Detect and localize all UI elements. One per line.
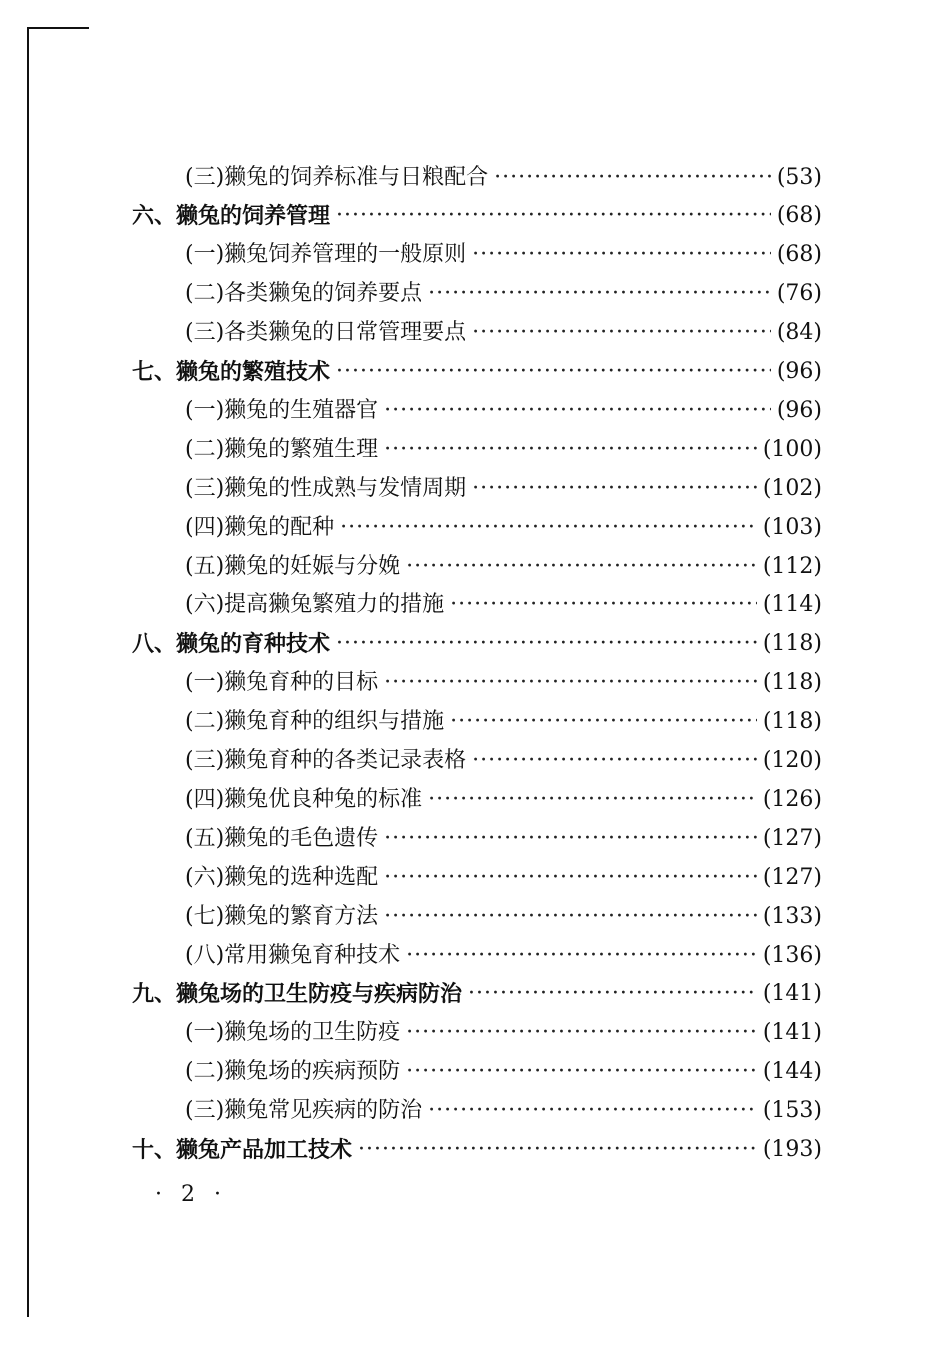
- toc-entry-page: (193): [762, 1137, 822, 1162]
- toc-section-entry: [185, 586, 822, 625]
- toc-entry-page: (126): [762, 786, 822, 812]
- toc-entry-title: (五)獭兔的毛色遗传: [185, 825, 379, 851]
- toc-leader-dots: [468, 983, 757, 1005]
- toc-entry-page: (118): [762, 709, 822, 735]
- toc-section-entry: [185, 703, 822, 742]
- toc-entry-page: (84): [776, 320, 822, 346]
- toc-entry-title: 六、獭兔的饲养管理: [132, 203, 331, 230]
- toc-leader-dots: [384, 906, 757, 928]
- toc-section-entry: [185, 1014, 822, 1053]
- toc-leader-dots: [450, 594, 757, 616]
- toc-section-entry: [185, 314, 822, 353]
- toc-entry-title: (五)獭兔的妊娠与分娩: [185, 553, 401, 579]
- toc-entry-page: (120): [762, 748, 822, 773]
- toc-entry-page: (100): [762, 436, 822, 462]
- toc-entry-title: 九、獭兔场的卫生防疫与疾病防治: [132, 981, 463, 1008]
- toc-entry-title: (三)各类獭兔的日常管理要点: [185, 320, 467, 346]
- toc-entry-page: (118): [762, 670, 822, 696]
- toc-entry-page: (127): [762, 825, 822, 851]
- toc-section-entry: [185, 780, 822, 819]
- toc-section-entry: [185, 1053, 822, 1092]
- toc-entry-title: (三)獭兔育种的各类记录表格: [185, 748, 467, 773]
- toc-leader-dots: [358, 1139, 757, 1161]
- toc-entry-page: (144): [762, 1059, 822, 1085]
- page-left-edge-rule: [27, 27, 29, 1317]
- toc-entry-title: (六)提高獭兔繁殖力的措施: [185, 592, 445, 618]
- toc-leader-dots: [472, 750, 757, 772]
- toc-entry-title: (二)獭兔育种的组织与措施: [185, 709, 445, 735]
- toc-chapter-entry: [132, 353, 822, 392]
- toc-leader-dots: [428, 789, 757, 811]
- toc-leader-dots: [406, 1061, 757, 1083]
- toc-entry-page: (103): [762, 514, 822, 540]
- toc-entry-page: (112): [762, 553, 822, 579]
- toc-section-entry: [185, 469, 822, 508]
- toc-entry-title: (二)各类獭兔的饲养要点: [185, 281, 423, 307]
- toc-leader-dots: [384, 439, 757, 461]
- toc-section-entry: [185, 819, 822, 858]
- toc-entry-title: (一)獭兔饲养管理的一般原则: [185, 242, 467, 268]
- toc-leader-dots: [494, 167, 771, 189]
- toc-entry-page: (114): [762, 592, 822, 618]
- toc-chapter-entry: [132, 197, 822, 236]
- toc-entry-page: (68): [776, 242, 822, 268]
- toc-section-entry: [185, 508, 822, 547]
- toc-entry-title: (三)獭兔的饲养标准与日粮配合: [185, 164, 489, 190]
- toc-entry-title: (一)獭兔场的卫生防疫: [185, 1020, 401, 1046]
- toc-entry-title: (二)獭兔的繁殖生理: [185, 436, 379, 462]
- toc-entry-page: (68): [776, 203, 822, 229]
- toc-entry-page: (133): [762, 903, 822, 929]
- toc-section-entry: [185, 1092, 822, 1131]
- toc-entry-title: (三)獭兔常见疾病的防治: [185, 1098, 423, 1124]
- toc-entry-page: (153): [762, 1098, 822, 1124]
- toc-entry-title: 七、獭兔的繁殖技术: [132, 359, 331, 385]
- toc-leader-dots: [384, 867, 757, 889]
- toc-leader-dots: [450, 711, 757, 733]
- toc-entry-title: (二)獭兔场的疾病预防: [185, 1059, 401, 1085]
- toc-leader-dots: [406, 556, 757, 578]
- toc-entry-page: (96): [776, 359, 822, 384]
- toc-leader-dots: [384, 400, 771, 422]
- toc-leader-dots: [428, 1100, 757, 1122]
- toc-entry-page: (53): [776, 164, 822, 190]
- toc-section-entry: [185, 858, 822, 897]
- toc-leader-dots: [336, 633, 757, 655]
- toc-leader-dots: [472, 478, 757, 500]
- toc-entry-title: (四)獭兔优良种兔的标准: [185, 786, 423, 812]
- toc-entry-page: (141): [762, 1020, 822, 1046]
- toc-entry-title: (一)獭兔的生殖器官: [185, 397, 379, 423]
- toc-leader-dots: [406, 1022, 757, 1044]
- toc-chapter-entry: [132, 1131, 822, 1170]
- toc-entry-title: (六)獭兔的选种选配: [185, 864, 379, 890]
- toc-entry-title: (八)常用獭兔育种技术: [185, 942, 401, 968]
- toc-entry-page: (96): [776, 397, 822, 423]
- toc-chapter-entry: [132, 975, 822, 1014]
- toc-entry-page: (76): [776, 281, 822, 307]
- toc-entry-page: (102): [762, 475, 822, 501]
- toc-entry-title: 十、獭兔产品加工技术: [132, 1137, 353, 1163]
- toc-entry-page: (141): [762, 981, 822, 1007]
- toc-entry-title: (七)獭兔的繁育方法: [185, 903, 379, 929]
- toc-section-entry: [185, 664, 822, 703]
- toc-leader-dots: [472, 244, 771, 266]
- toc-chapter-entry: [132, 625, 822, 664]
- toc-leader-dots: [336, 361, 771, 383]
- toc-section-entry: [185, 742, 822, 781]
- toc-entry-page: (118): [762, 631, 822, 657]
- toc-leader-dots: [384, 828, 757, 850]
- toc-section-entry: [185, 158, 822, 197]
- toc-leader-dots: [472, 322, 771, 344]
- toc-section-entry: [185, 236, 822, 275]
- toc-entry-page: (136): [762, 942, 822, 968]
- toc-entry-title: 八、獭兔的育种技术: [132, 631, 331, 658]
- toc-entry-title: (四)獭兔的配种: [185, 514, 335, 540]
- toc-entry-title: (一)獭兔育种的目标: [185, 670, 379, 696]
- toc-leader-dots: [406, 945, 757, 967]
- toc-entry-title: (三)獭兔的性成熟与发情周期: [185, 475, 467, 501]
- toc-section-entry: [185, 391, 822, 430]
- toc-section-entry: [185, 547, 822, 586]
- toc-entry-page: (127): [762, 864, 822, 890]
- toc-section-entry: [185, 936, 822, 975]
- toc-leader-dots: [428, 283, 771, 305]
- toc-leader-dots: [336, 205, 771, 227]
- toc-section-entry: [185, 897, 822, 936]
- toc-leader-dots: [384, 672, 757, 694]
- page-corner-rule-top: [27, 27, 89, 29]
- page-number: · 2 ·: [155, 1182, 227, 1207]
- toc-section-entry: [185, 275, 822, 314]
- toc-leader-dots: [340, 517, 757, 539]
- toc-section-entry: [185, 430, 822, 469]
